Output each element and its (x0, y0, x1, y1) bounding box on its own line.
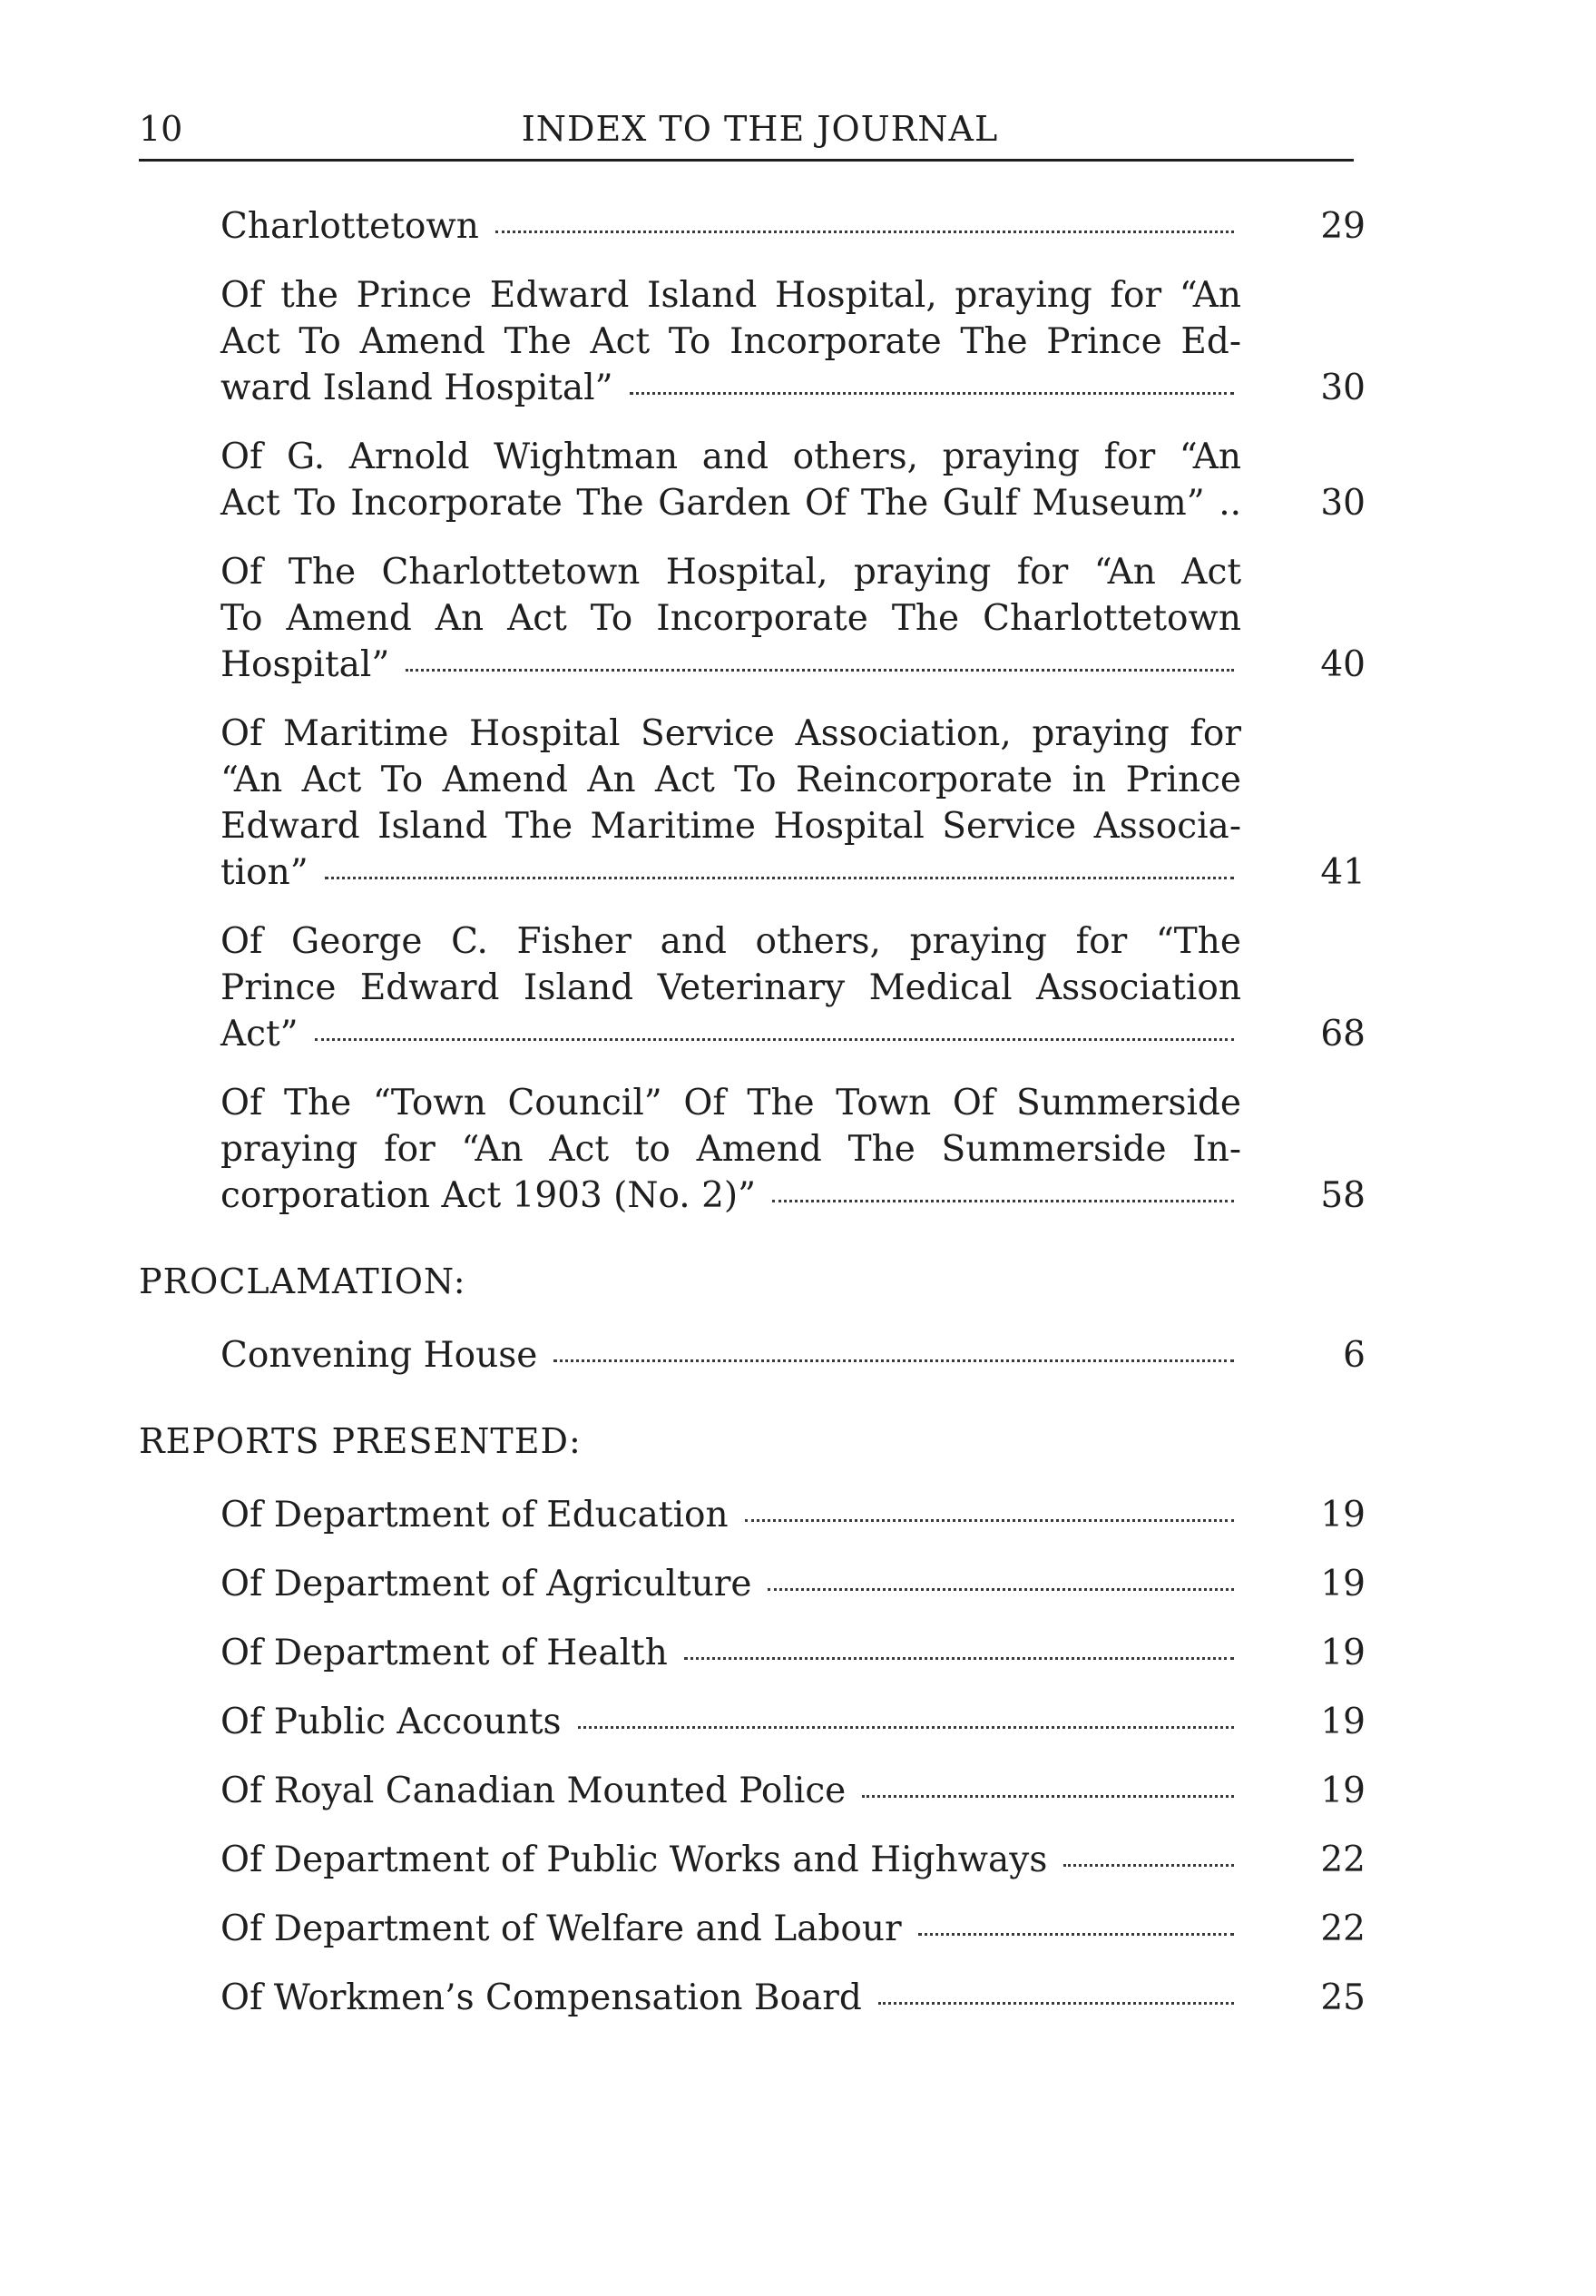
entry-last-line (220, 1173, 1241, 1219)
entry-text-line: Prince Edward Island Veterinary Medical Association (220, 967, 1241, 1008)
index-entry (139, 1561, 1366, 1607)
page-reference: 19 (1320, 1633, 1366, 1673)
entry-text-line: Of Department of Welfare and Labour (220, 1908, 902, 1949)
entry-text-line: praying for “An Act to Amend The Summerside In- (220, 1129, 1241, 1170)
entry-text-line: Of The Charlottetown Hospital, praying for “An Act (220, 552, 1241, 593)
dot-leader (862, 1795, 1234, 1798)
entry-text-line: tion” (220, 852, 308, 893)
index-entry (139, 1768, 1366, 1814)
entry-text-line: Convening House (220, 1335, 538, 1376)
page-reference: 19 (1320, 1564, 1366, 1604)
index-entry (139, 1699, 1366, 1745)
entry-last-line (220, 1332, 1241, 1379)
entry-text-line: Of the Prince Edward Island Hospital, praying for “An (220, 275, 1241, 316)
page-reference: 30 (1320, 483, 1366, 524)
dot-leader (325, 877, 1234, 879)
entry-text-line: corporation Act 1903 (No. 2)” (220, 1175, 757, 1216)
dot-leader (768, 1588, 1234, 1591)
page-reference: 19 (1320, 1495, 1366, 1536)
section-heading: REPORTS PRESENTED: (139, 1421, 582, 1461)
entry-last-line (220, 480, 1241, 526)
index-entry (139, 918, 1366, 1057)
entry-last-line (220, 1906, 1241, 1952)
page-reference: 30 (1320, 368, 1366, 408)
entry-text-line: Of Department of Public Works and Highways (220, 1840, 1048, 1880)
entry-last-line (220, 1561, 1241, 1607)
page-reference: 41 (1320, 852, 1366, 893)
entry-text-line: Edward Island The Maritime Hospital Service Associa- (220, 806, 1241, 847)
entry-text-line: To Amend An Act To Incorporate The Charlottetown (220, 598, 1241, 639)
index-entry (139, 1492, 1366, 1538)
entry-text-line: Charlottetown (220, 206, 479, 247)
page-reference: 40 (1320, 644, 1366, 685)
running-title: INDEX TO THE JOURNAL (521, 109, 999, 149)
entry-text-line: ward Island Hospital” (220, 368, 613, 408)
entry-last-line (220, 1630, 1241, 1676)
index-entry (139, 1837, 1366, 1883)
page-reference: 29 (1320, 206, 1366, 247)
dot-leader (684, 1657, 1234, 1660)
index-entry (139, 549, 1366, 688)
entry-last-line (220, 203, 1241, 250)
entry-last-line (220, 1699, 1241, 1745)
index-entry (139, 1630, 1366, 1676)
entry-last-line (220, 849, 1241, 896)
entry-text-line: Of G. Arnold Wightman and others, praying for “An (220, 437, 1241, 477)
entry-last-line (220, 1492, 1241, 1538)
dot-leader (630, 392, 1234, 395)
entry-text-line: Of Department of Agriculture (220, 1564, 752, 1604)
page-reference: 68 (1320, 1014, 1366, 1055)
dot-leader (745, 1519, 1234, 1522)
dot-leader (578, 1726, 1234, 1729)
page-reference: 6 (1343, 1335, 1366, 1376)
page-reference: 22 (1320, 1840, 1366, 1880)
entry-text-line: Of Maritime Hospital Service Association, praying for (220, 713, 1241, 754)
dot-leader (553, 1359, 1234, 1362)
page-reference: 58 (1320, 1175, 1366, 1216)
page-reference: 22 (1320, 1908, 1366, 1949)
entry-last-line (220, 365, 1241, 411)
entry-text-line: Of Department of Health (220, 1633, 668, 1673)
entry-text-line: Of Royal Canadian Mounted Police (220, 1771, 847, 1811)
entry-text-line: Hospital” (220, 644, 390, 685)
entry-last-line (220, 1768, 1241, 1814)
index-content (139, 203, 1366, 2044)
header-rule (139, 159, 1354, 162)
entry-text-line: Of The “Town Council” Of The Town Of Summerside (220, 1083, 1241, 1123)
index-entry (139, 272, 1366, 411)
page-reference: 19 (1320, 1771, 1366, 1811)
dot-leader (495, 231, 1234, 233)
dot-leader (878, 2002, 1234, 2005)
index-entry (139, 1080, 1366, 1219)
page-reference: 19 (1320, 1702, 1366, 1742)
entry-last-line (220, 1975, 1241, 2021)
entry-text-line: Of Department of Education (220, 1495, 729, 1536)
entry-text-line: “An Act To Amend An Act To Reincorporate in Prince (220, 760, 1241, 800)
index-entry (139, 711, 1366, 896)
dot-leader (918, 1933, 1234, 1936)
entry-text-line: Act To Amend The Act To Incorporate The Prince Ed- (220, 321, 1241, 362)
index-entry (139, 434, 1366, 526)
entry-last-line (220, 1837, 1241, 1883)
page-number: 10 (139, 109, 183, 149)
section-heading: PROCLAMATION: (139, 1261, 466, 1301)
entry-last-line (220, 642, 1241, 688)
entry-text-line: Act To Incorporate The Garden Of The Gulf Museum” .. (220, 483, 1241, 524)
index-entry (139, 1332, 1366, 1379)
dot-leader (315, 1038, 1234, 1041)
entry-text-line: Of Public Accounts (220, 1702, 562, 1742)
page-header (139, 102, 1354, 156)
index-entry (139, 203, 1366, 250)
index-entry (139, 1906, 1366, 1952)
entry-text-line: Of Workmen’s Compensation Board (220, 1977, 862, 2018)
entry-text-line: Act” (220, 1014, 299, 1055)
entry-text-line: Of George C. Fisher and others, praying for “The (220, 921, 1241, 962)
dot-leader (1063, 1864, 1234, 1867)
entry-last-line (220, 1011, 1241, 1057)
dot-leader (772, 1200, 1234, 1202)
page-reference: 25 (1320, 1977, 1366, 2018)
index-entry (139, 1975, 1366, 2021)
dot-leader (406, 669, 1234, 672)
